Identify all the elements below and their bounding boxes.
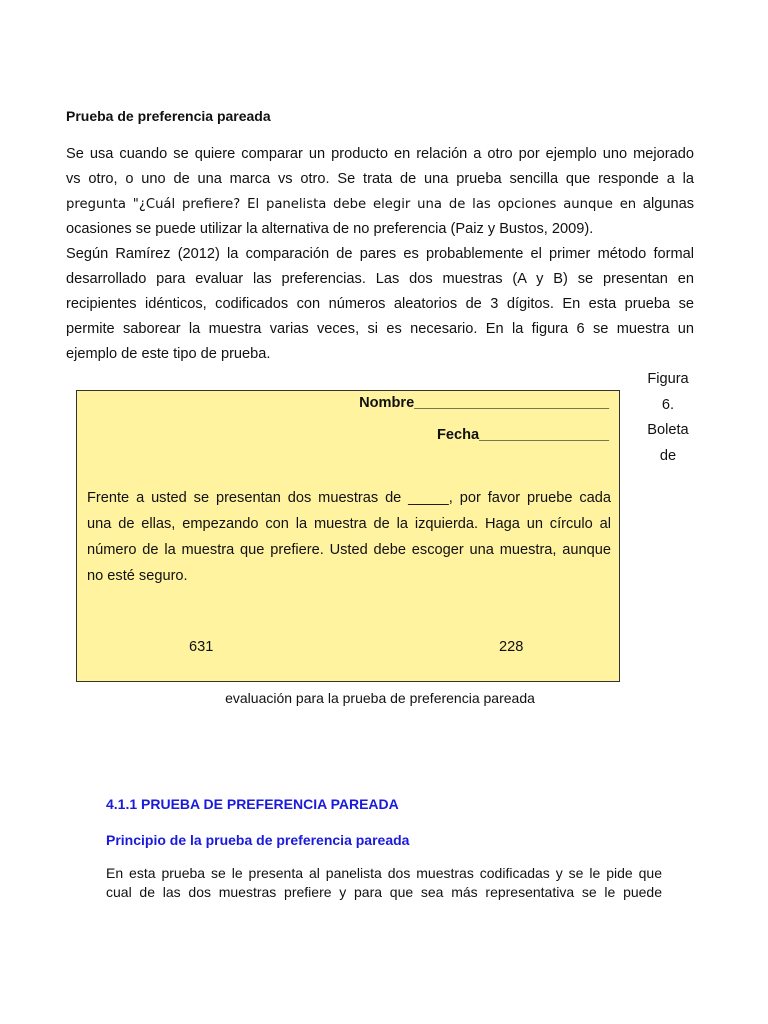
ballot-instruction-line: Frente a usted se presentan dos muestras de _____, por favor pruebe cada bbox=[87, 490, 611, 506]
figure-label-word: 6. bbox=[661, 396, 675, 413]
figure-label bbox=[640, 367, 696, 469]
paragraph-line: En esta prueba se le presenta al panelista dos muestras codificadas y se le pide que bbox=[106, 865, 662, 881]
ballot-instructions bbox=[87, 485, 611, 589]
paragraph-line: desarrollado para evaluar las preferencias. Las dos muestras (A y B) se presentan en bbox=[66, 271, 694, 287]
paragraph-line: ocasiones se puede utilizar la alternativa de no preferencia (Paiz y Bustos, 2009). bbox=[66, 221, 594, 237]
paragraph-line-rest: algunas bbox=[636, 196, 694, 212]
figure-caption: evaluación para la prueba de preferencia pareada bbox=[225, 690, 535, 706]
ballot-instruction-line: no esté seguro. bbox=[87, 568, 188, 584]
paragraph-line bbox=[66, 192, 694, 217]
sample-code-right: 228 bbox=[499, 639, 524, 655]
ballot-instruction-line: número de la muestra que prefiere. Usted debe escoger una muestra, aunque bbox=[87, 542, 611, 558]
figure-label-word: Boleta bbox=[647, 422, 689, 438]
section-heading: Prueba de preferencia pareada bbox=[66, 108, 271, 124]
ballot-instruction-line: una de ellas, empezando con la muestra de la izquierda. Haga un círculo al bbox=[87, 516, 611, 532]
figure-label-word: de bbox=[659, 447, 677, 464]
figure-label-word: Figura bbox=[647, 371, 689, 387]
paragraph-2 bbox=[66, 242, 694, 367]
subsection-subtitle: Principio de la prueba de preferencia pareada bbox=[106, 832, 410, 848]
paragraph-line: Se usa cuando se quiere comparar un producto en relación a otro por ejemplo uno mejorado bbox=[66, 146, 694, 162]
paragraph-line: Según Ramírez (2012) la comparación de pares es probablemente el primer método formal bbox=[66, 246, 694, 262]
paragraph-line: ejemplo de este tipo de prueba. bbox=[66, 346, 271, 362]
paragraph-3 bbox=[106, 864, 662, 902]
subsection-title: 4.1.1 PRUEBA DE PREFERENCIA PAREADA bbox=[106, 796, 399, 812]
paragraph-line: permite saborear la muestra varias veces, si es necesario. En la figura 6 se muestra un bbox=[66, 321, 694, 337]
ballot-figure bbox=[76, 390, 620, 682]
paragraph-line: cual de las dos muestras prefiere y para que sea más representativa se le puede bbox=[106, 884, 662, 900]
paragraph-line: recipientes idénticos, codificados con números aleatorios de 3 dígitos. En esta prueba se bbox=[66, 296, 694, 312]
paragraph-line-mono-part: pregunta "¿Cuál prefiere? El panelista debe elegir una de las opciones aunque en bbox=[66, 197, 637, 212]
ballot-date-field: Fecha________________ bbox=[436, 427, 609, 443]
paragraph-line: vs otro, o uno de una marca vs otro. Se trata de una prueba sencilla que responde a la bbox=[66, 171, 694, 187]
ballot-name-field: Nombre________________________ bbox=[359, 395, 609, 411]
sample-code-left: 631 bbox=[189, 639, 214, 655]
paragraph-1 bbox=[66, 142, 694, 242]
